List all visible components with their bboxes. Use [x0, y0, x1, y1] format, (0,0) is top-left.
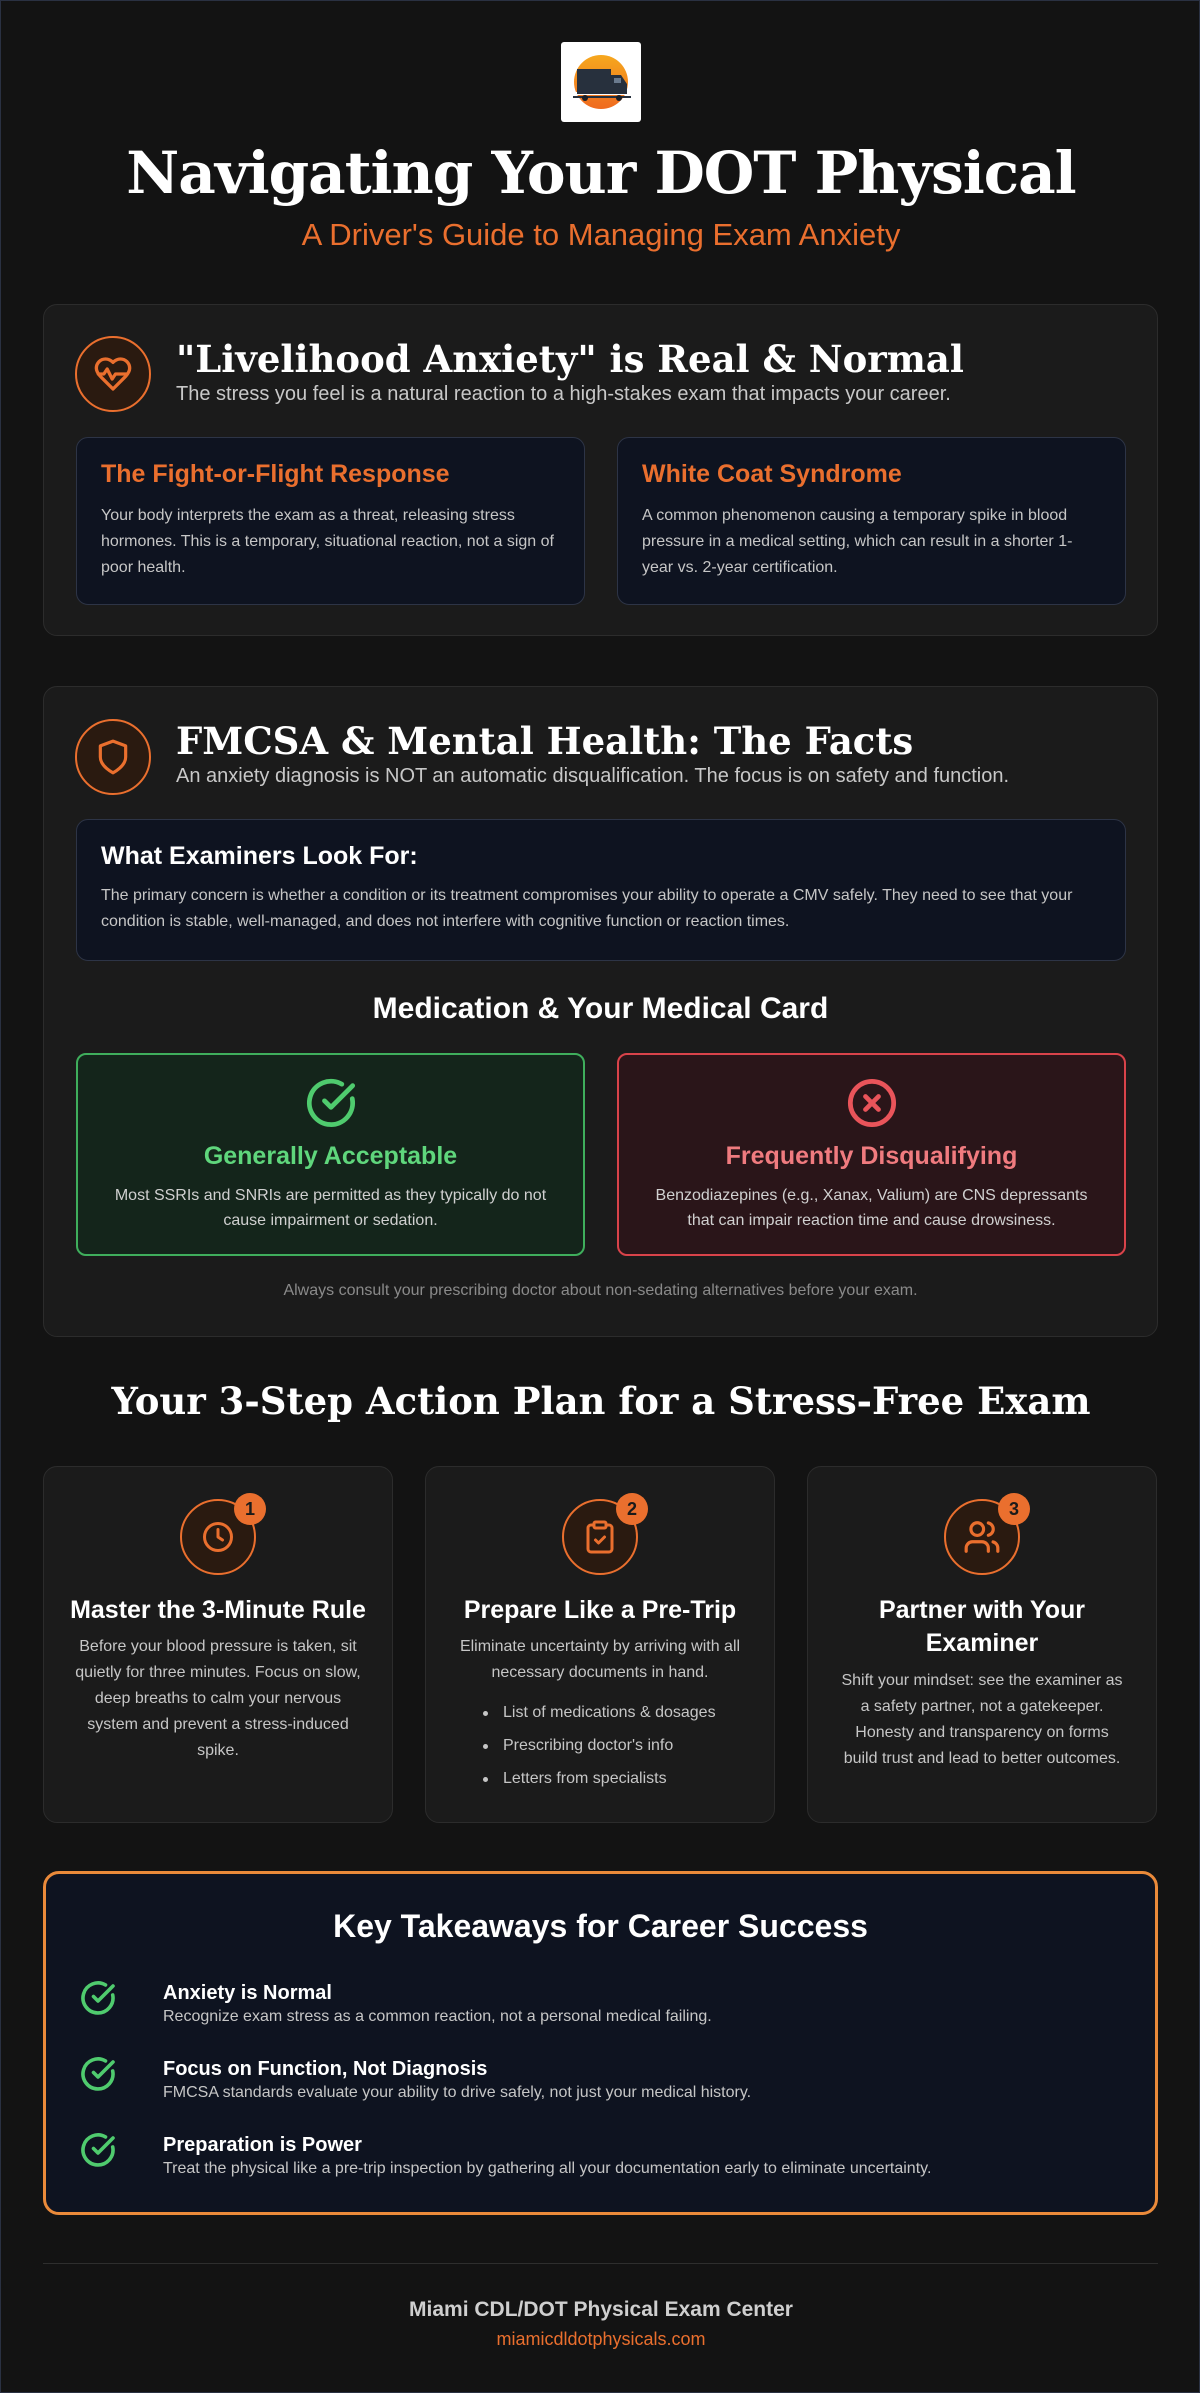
x-circle-icon	[619, 1077, 1124, 1134]
check-circle-icon	[80, 1980, 116, 2016]
step-text: Eliminate uncertainty by arriving with all necessary documents in hand.	[459, 1638, 741, 1681]
list-item: Prescribing doctor's info	[481, 1737, 716, 1770]
footer-divider	[43, 2263, 1158, 2264]
takeaway-title: Anxiety is Normal	[163, 1982, 332, 2004]
takeaway-text: FMCSA standards evaluate your ability to drive safely, not just your medical history.	[163, 2084, 752, 2101]
takeaway-title: Focus on Function, Not Diagnosis	[163, 2058, 488, 2080]
anxiety-subtitle: The stress you feel is a natural reaction to a high-stakes exam that impacts your career.	[176, 383, 951, 405]
check-circle-icon	[78, 1077, 583, 1134]
anxiety-title: "Livelihood Anxiety" is Real & Normal	[176, 337, 964, 381]
card-text: A common phenomenon causing a temporary spike in blood pressure in a medical setting, which can result in a shorter 1-year vs. 2-year certification.	[642, 507, 1073, 576]
disqualifying-card	[617, 1053, 1126, 1256]
check-circle-icon	[80, 2132, 116, 2168]
white-coat-card	[617, 437, 1126, 605]
fmcsa-subtitle: An anxiety diagnosis is NOT an automatic disqualification. The focus is on safety and function.	[176, 765, 1010, 787]
footer-website-link[interactable]: miamicdldotphysicals.com	[496, 2329, 706, 2349]
step-card-1	[43, 1466, 393, 1823]
step-title: Prepare Like a Pre-Trip	[463, 1596, 737, 1624]
examiners-text: The primary concern is whether a condition or its treatment compromises your ability to operate a CMV safely. They need to see that your condition is stable, well-managed, and does not interfere with cognitive function or reaction times.	[101, 887, 1073, 930]
step-text: Shift your mindset: see the examiner as a safety partner, not a gatekeeper. Honesty and transparency on forms build trust and lead to better outcomes.	[841, 1672, 1123, 1767]
action-plan-title: Your 3-Step Action Plan for a Stress-Free Exam	[111, 1379, 1091, 1423]
takeaway-text: Recognize exam stress as a common reaction, not a personal medical failing.	[163, 2008, 712, 2025]
card-text: Your body interprets the exam as a threat, releasing stress hormones. This is a temporary, situational reaction, not a sign of poor health.	[101, 507, 554, 576]
step-text: Before your blood pressure is taken, sit quietly for three minutes. Focus on slow, deep breaths to calm your nervous system and prevent a stress-induced spike.	[75, 1638, 361, 1759]
fight-or-flight-card	[76, 437, 585, 605]
list-item: Letters from specialists	[481, 1770, 716, 1803]
takeaway-text: Treat the physical like a pre-trip inspection by gathering all your documentation early to eliminate uncertainty.	[163, 2160, 932, 2177]
consult-note: Always consult your prescribing doctor about non-sedating alternatives before your exam.	[283, 1282, 918, 1299]
heart-pulse-icon	[75, 336, 151, 412]
takeaways-box	[43, 1871, 1158, 2215]
disqualifying-text: Benzodiazepines (e.g., Xanax, Valium) are CNS depressants that can impair reaction time and cause drowsiness.	[655, 1187, 1088, 1229]
page-subtitle: A Driver's Guide to Managing Exam Anxiety	[301, 217, 901, 252]
takeaway-title: Preparation is Power	[163, 2134, 362, 2156]
step-number-badge: 1	[234, 1493, 266, 1525]
acceptable-title: Generally Acceptable	[203, 1142, 458, 1170]
disqualifying-title: Frequently Disqualifying	[725, 1142, 1018, 1170]
fmcsa-panel	[43, 686, 1158, 1337]
documents-list	[481, 1704, 716, 1803]
examiners-card	[76, 819, 1126, 961]
acceptable-text: Most SSRIs and SNRIs are permitted as they typically do not cause impairment or sedation.	[114, 1187, 547, 1229]
truck-sunset-logo	[561, 42, 641, 122]
fmcsa-title: FMCSA & Mental Health: The Facts	[176, 719, 914, 763]
shield-icon	[75, 719, 151, 795]
step-title: Master the 3-Minute Rule	[70, 1596, 366, 1624]
check-circle-icon	[80, 2056, 116, 2092]
page-title: Navigating Your DOT Physical	[126, 139, 1076, 207]
medication-heading: Medication & Your Medical Card	[372, 992, 829, 1025]
footer-company-name: Miami CDL/DOT Physical Exam Center	[409, 2298, 793, 2321]
acceptable-card	[76, 1053, 585, 1256]
step-number-badge: 2	[616, 1493, 648, 1525]
step-card-2	[425, 1466, 775, 1823]
list-item: List of medications & dosages	[481, 1704, 716, 1737]
step-card-3	[807, 1466, 1157, 1823]
examiners-title: What Examiners Look For:	[101, 842, 418, 870]
card-title: White Coat Syndrome	[642, 460, 902, 488]
card-title: The Fight-or-Flight Response	[101, 460, 450, 488]
anxiety-panel	[43, 304, 1158, 636]
takeaways-title: Key Takeaways for Career Success	[333, 1908, 868, 1944]
step-title: Partner with Your Examiner	[878, 1596, 1086, 1657]
step-number-badge: 3	[998, 1493, 1030, 1525]
